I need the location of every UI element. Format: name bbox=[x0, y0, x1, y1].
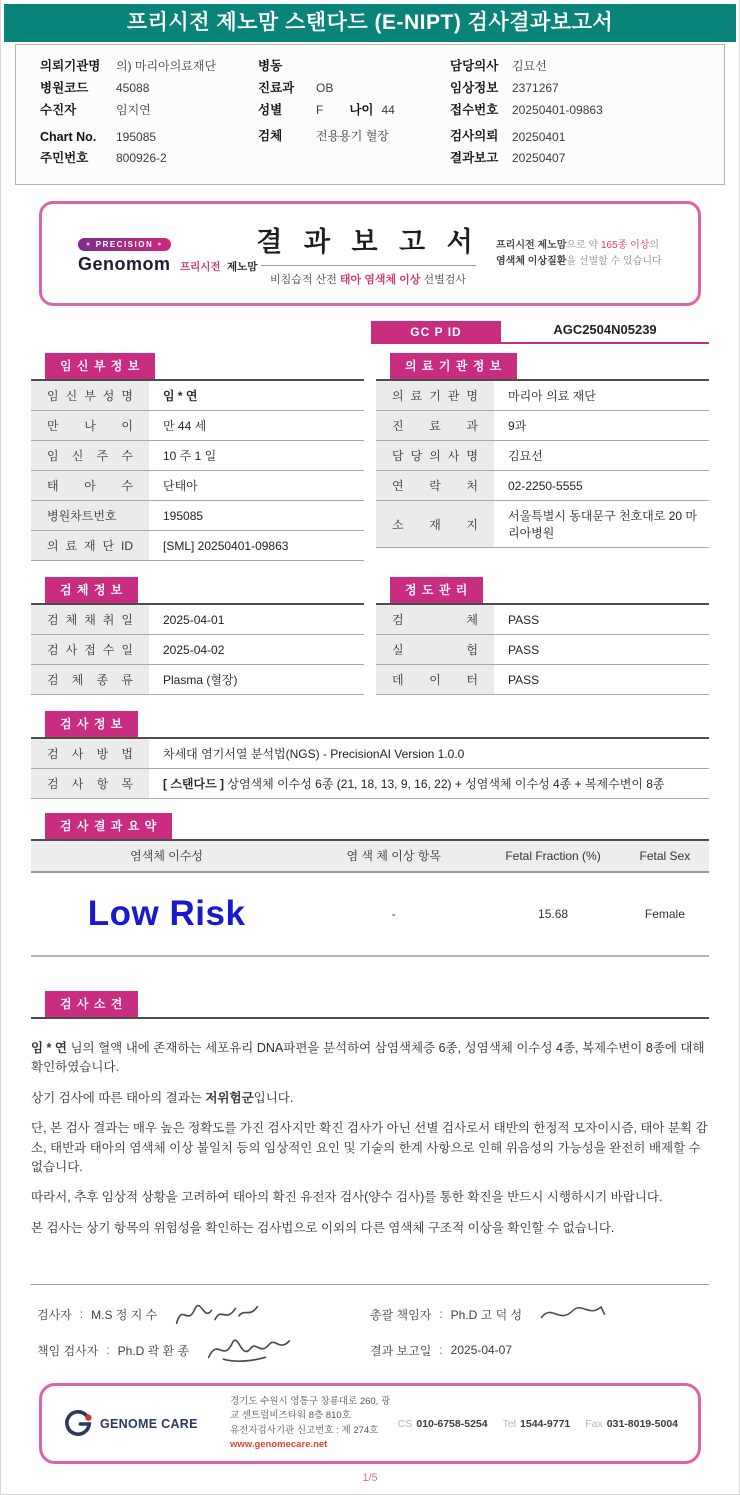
row-label: 진 료 과 bbox=[376, 411, 494, 441]
summary-header-row bbox=[31, 841, 709, 873]
field-row bbox=[450, 148, 714, 170]
promo-text-part: 의 bbox=[649, 240, 660, 251]
gcpid-row bbox=[31, 319, 709, 344]
field-label: 검체 bbox=[258, 129, 283, 143]
field-value: 45088 bbox=[116, 81, 150, 95]
qc-info-section bbox=[376, 577, 709, 695]
table-row bbox=[31, 665, 364, 695]
section-chip: 임 신 부 정 보 bbox=[45, 353, 155, 379]
field-value: F bbox=[316, 103, 324, 117]
table-row bbox=[31, 411, 364, 441]
table-row bbox=[31, 635, 364, 665]
field-row bbox=[258, 122, 450, 148]
table-row bbox=[31, 531, 364, 561]
field-row bbox=[450, 56, 714, 78]
fax-number: 031-8019-5004 bbox=[606, 1417, 678, 1430]
row-label: 임 신 주 수 bbox=[31, 441, 149, 471]
signature-name: M.S 정 지 수 bbox=[91, 1307, 158, 1322]
row-value: 2025-04-01 bbox=[149, 605, 364, 635]
signature-colon: : bbox=[79, 1307, 84, 1321]
patient-name-bold: 임 * 연 bbox=[31, 1041, 67, 1055]
field-value: 20250401 bbox=[512, 130, 566, 144]
page-number: 1/5 bbox=[362, 1472, 378, 1484]
row-value: PASS bbox=[494, 665, 709, 695]
table-row bbox=[376, 471, 709, 501]
registration-line: 유전자검사기관 신고번호 : 제 274호 bbox=[230, 1424, 379, 1436]
cs-number: 010-6758-5254 bbox=[416, 1417, 488, 1430]
row-label: 의 료 재 단 ID bbox=[31, 531, 149, 561]
row-label: 검 체 채 취 일 bbox=[31, 605, 149, 635]
signature-col-left bbox=[37, 1299, 370, 1365]
field-value: 임지연 bbox=[116, 103, 151, 117]
findings-paragraph: 따라서, 추후 임상적 상황을 고려하여 태아의 확진 유전자 검사(양수 검사)를 통한 확진을 반드시 시행하시기 바랍니다. bbox=[31, 1190, 663, 1205]
summary-col-header: Fetal Fraction (%) bbox=[505, 848, 601, 863]
row-value: 10 주 1 일 bbox=[149, 441, 364, 471]
patient-header-col2 bbox=[258, 56, 450, 170]
field-value: 전용용기 혈장 bbox=[316, 129, 389, 143]
section-header bbox=[31, 577, 364, 605]
pregnant-info-section bbox=[31, 353, 364, 561]
items-bold: [ 스탠다드 ] bbox=[163, 777, 225, 791]
row-value: 김묘선 bbox=[494, 441, 709, 471]
row-value: 단태아 bbox=[149, 471, 364, 501]
patient-header-box bbox=[15, 44, 725, 185]
field-value: 195085 bbox=[116, 130, 157, 144]
summary-col-header: 염 색 체 이상 항목 bbox=[346, 849, 441, 863]
table-row bbox=[376, 665, 709, 695]
row-label: 태 아 수 bbox=[31, 471, 149, 501]
section-chip: 검 사 정 보 bbox=[45, 711, 138, 737]
fetal-sex: Female bbox=[644, 907, 685, 921]
promo-text-part: 으로 약 bbox=[566, 240, 601, 251]
row-value: PASS bbox=[494, 635, 709, 665]
field-label: 의뢰기관명 bbox=[40, 59, 101, 73]
precision-badge bbox=[78, 238, 171, 251]
field-label: 담당의사 bbox=[450, 59, 499, 73]
footer-box bbox=[39, 1383, 701, 1464]
specimen-qc-row bbox=[31, 577, 709, 695]
section-chip: 정 도 관 리 bbox=[390, 577, 483, 603]
tel-contact bbox=[503, 1418, 571, 1430]
tel-label: Tel bbox=[502, 1417, 517, 1430]
row-label: 임 신 부 성 명 bbox=[31, 381, 149, 411]
field-row bbox=[40, 122, 258, 148]
paragraph-text: 입니다. bbox=[253, 1090, 294, 1105]
genomom-logo bbox=[62, 233, 258, 275]
info-tables-row bbox=[31, 353, 709, 561]
fetal-fraction: 15.68 bbox=[538, 907, 569, 921]
row-label: 담 당 의 사 명 bbox=[376, 441, 494, 471]
report-title-banner bbox=[4, 4, 736, 42]
row-label: 병원차트번호 bbox=[31, 501, 149, 531]
brand-kr-accent: 프리시전 bbox=[179, 260, 221, 273]
field-value: OB bbox=[316, 81, 334, 95]
chief-signature-icon bbox=[205, 1335, 293, 1365]
section-header bbox=[376, 577, 709, 605]
row-label: 만 나 이 bbox=[31, 411, 149, 441]
promo-text-part: 을 선별할 수 있습니다 bbox=[566, 255, 662, 267]
gcpid-label: GC P ID bbox=[371, 321, 501, 344]
cs-contact bbox=[398, 1418, 488, 1430]
subtitle-text: 선별검사 bbox=[420, 274, 466, 286]
field-value: 20250407 bbox=[512, 151, 566, 165]
genomecare-logo bbox=[62, 1408, 230, 1440]
row-value: 임 * 연 bbox=[149, 381, 364, 411]
badge-dot-icon: ● bbox=[86, 240, 92, 248]
row-label: 데 이 터 bbox=[376, 665, 494, 695]
chief-examiner-line bbox=[37, 1335, 370, 1365]
row-value: 서울특별시 동대문구 천호대로 20 마리아병원 bbox=[494, 501, 709, 548]
risk-value: Low Risk bbox=[87, 894, 246, 933]
contact-block bbox=[398, 1418, 678, 1430]
gcpid-value: AGC2504N05239 bbox=[501, 319, 709, 344]
field-value: 2371267 bbox=[512, 81, 559, 95]
section-header bbox=[31, 353, 364, 381]
signature-colon: : bbox=[439, 1343, 443, 1357]
signature-label: 총괄 책임자 bbox=[370, 1307, 432, 1322]
findings-section bbox=[31, 991, 709, 1238]
promo-accent: 165종 이상 bbox=[600, 240, 650, 251]
examiner-signature-icon bbox=[173, 1299, 261, 1329]
table-row bbox=[376, 605, 709, 635]
row-label: 실 험 bbox=[376, 635, 494, 665]
title-divider bbox=[261, 265, 476, 266]
field-row bbox=[40, 100, 258, 122]
institution-info-section bbox=[376, 353, 709, 561]
findings-paragraph bbox=[31, 1039, 709, 1078]
field-label: 접수번호 bbox=[450, 103, 499, 117]
table-row bbox=[376, 441, 709, 471]
signature-colon: : bbox=[106, 1343, 110, 1357]
company-name: GENOME CARE bbox=[100, 1416, 198, 1431]
report-date-value: 2025-04-07 bbox=[450, 1343, 513, 1357]
table-row bbox=[31, 381, 364, 411]
specimen-info-section bbox=[31, 577, 364, 695]
row-label: 의 료 기 관 명 bbox=[376, 381, 494, 411]
promo-bold: 염색체 이상질환 bbox=[496, 255, 567, 267]
table-row bbox=[31, 441, 364, 471]
report-body bbox=[1, 201, 739, 1494]
report-title: 프리시전 제노맘 스탠다드 (E-NIPT) 검사결과보고서 bbox=[126, 11, 614, 34]
website-link[interactable]: www.genomecare.net bbox=[230, 1438, 328, 1450]
row-value: 9과 bbox=[494, 411, 709, 441]
field-label: 주민번호 bbox=[40, 151, 89, 165]
report-title-block bbox=[240, 220, 496, 287]
risk-group-bold: 저위험군 bbox=[205, 1090, 254, 1105]
field-row bbox=[40, 78, 258, 100]
director-line bbox=[370, 1299, 703, 1329]
row-value: 2025-04-02 bbox=[149, 635, 364, 665]
field-label: 병동 bbox=[258, 59, 283, 73]
report-main-title: 결 과 보 고 서 bbox=[256, 227, 480, 257]
field-value: 김묘선 bbox=[512, 59, 547, 73]
fax-label: Fax bbox=[585, 1417, 603, 1430]
summary-col-header: Fetal Sex bbox=[639, 848, 691, 863]
row-label: 검 사 항 목 bbox=[31, 769, 149, 799]
badge-dot-icon: ● bbox=[157, 240, 163, 248]
section-header bbox=[376, 353, 709, 381]
promo-bold: 프리시전 제노맘 bbox=[496, 240, 567, 251]
director-signature-icon bbox=[538, 1301, 608, 1327]
table-row bbox=[31, 739, 709, 769]
summary-col-header: 염색체 이수성 bbox=[130, 849, 204, 863]
brand-name: Genomom bbox=[78, 253, 171, 274]
row-label: 연 락 처 bbox=[376, 471, 494, 501]
paragraph-text: 상기 검사에 따른 태아의 결과는 bbox=[31, 1090, 206, 1105]
signature-colon: : bbox=[439, 1307, 443, 1321]
subtitle-text: 비침습적 산전 bbox=[270, 274, 340, 286]
section-chip: 검 사 결 과 요 약 bbox=[45, 813, 172, 839]
row-label: 검 사 방 법 bbox=[31, 739, 149, 769]
row-value: 195085 bbox=[149, 501, 364, 531]
findings-text bbox=[31, 1039, 709, 1238]
row-value: 02-2250-5555 bbox=[494, 471, 709, 501]
section-header bbox=[31, 813, 709, 841]
findings-paragraph: 단, 본 검사 결과는 매우 높은 정확도를 가진 검사지만 확진 검사가 아닌 선별 검사로서 태반의 한정적 모자이시즘, 태아 분획 감소, 태반과 태아의 염색체 이상 불일치 등의 임상적인 요인 및 기술의 한계 사항으로 인해 위음성의 가능성을 완전히 배제할 수 없습니다. bbox=[31, 1121, 708, 1174]
row-value: Plasma (혈장) bbox=[149, 665, 364, 695]
address-line: 경기도 수원시 영통구 창룡대로 260, 광교 센트럴비즈타워 8층 810호 bbox=[230, 1396, 391, 1422]
row-label: 검 사 접 수 일 bbox=[31, 635, 149, 665]
row-label: 소 재 지 bbox=[376, 501, 494, 548]
field-value: 20250401-09863 bbox=[512, 103, 603, 117]
table-row bbox=[376, 501, 709, 548]
field-label: 나이 bbox=[349, 103, 374, 117]
findings-paragraph bbox=[31, 1089, 709, 1108]
field-row bbox=[450, 122, 714, 148]
signature-label: 책임 검사자 bbox=[37, 1343, 99, 1358]
field-row bbox=[450, 100, 714, 122]
row-value: 만 44 세 bbox=[149, 411, 364, 441]
subtitle-accent: 태아 염색체 이상 bbox=[339, 274, 421, 286]
qc-info-table bbox=[376, 605, 709, 695]
row-label: 검 체 종 류 bbox=[31, 665, 149, 695]
abnormal-item: - bbox=[391, 907, 396, 921]
field-label: 임상정보 bbox=[450, 81, 499, 95]
summary-section bbox=[31, 813, 709, 957]
table-row bbox=[376, 411, 709, 441]
brand-kr: 제노맘 bbox=[227, 260, 258, 273]
patient-header-col3 bbox=[450, 56, 714, 170]
field-row bbox=[40, 148, 258, 170]
field-label: 검사의뢰 bbox=[450, 129, 499, 143]
field-row bbox=[258, 56, 450, 78]
table-row bbox=[31, 471, 364, 501]
badge-label: PRECISION bbox=[95, 239, 154, 249]
field-label: 결과보고 bbox=[450, 151, 499, 165]
genomecare-logo-icon bbox=[62, 1408, 94, 1440]
test-info-table bbox=[31, 739, 709, 799]
table-row bbox=[376, 635, 709, 665]
row-value: PASS bbox=[494, 605, 709, 635]
fax-contact bbox=[585, 1418, 678, 1430]
report-date-label: 결과 보고일 bbox=[370, 1343, 432, 1358]
patient-header-col1 bbox=[40, 56, 258, 170]
signature-col-right bbox=[370, 1299, 703, 1365]
section-chip: 의 료 기 관 정 보 bbox=[390, 353, 517, 379]
promo-text bbox=[496, 238, 678, 269]
table-row bbox=[31, 769, 709, 799]
field-row bbox=[450, 78, 714, 100]
findings-paragraph: 본 검사는 상기 항목의 위험성을 확인하는 검사법으로 이외의 다른 염색체 구조적 이상을 확인할 수 없습니다. bbox=[31, 1220, 615, 1235]
section-chip: 검 체 정 보 bbox=[45, 577, 138, 603]
address-block bbox=[230, 1395, 398, 1452]
signature-area bbox=[31, 1284, 709, 1369]
row-value: 차세대 염기서열 분석법(NGS) - PrecisionAI Version 1.0.0 bbox=[149, 739, 709, 769]
risk-result bbox=[31, 894, 302, 934]
signature-name: Ph.D 고 덕 성 bbox=[450, 1307, 523, 1322]
section-header bbox=[31, 711, 709, 739]
signature-label: 검사자 bbox=[37, 1307, 72, 1322]
paragraph-text: 님의 혈액 내에 존재하는 세포유리 DNA파편을 분석하여 삼염색체증 6종, 성염색체 이수성 4종, 복제수변이 8종에 대해 확인하였습니다. bbox=[31, 1041, 705, 1075]
summary-data-row bbox=[31, 873, 709, 957]
field-row bbox=[258, 78, 450, 100]
field-row bbox=[40, 56, 258, 78]
report-subtitle bbox=[240, 271, 496, 287]
table-row bbox=[376, 381, 709, 411]
field-label: 성별 bbox=[258, 103, 283, 117]
field-row bbox=[258, 100, 450, 122]
field-label: Chart No. bbox=[40, 130, 97, 144]
row-label: 검 체 bbox=[376, 605, 494, 635]
pregnant-info-table bbox=[31, 381, 364, 561]
institution-info-table bbox=[376, 381, 709, 548]
signature-name: Ph.D 곽 환 종 bbox=[117, 1343, 190, 1358]
brand-line bbox=[78, 253, 258, 275]
field-label: 수진자 bbox=[40, 103, 77, 117]
section-header bbox=[31, 991, 709, 1019]
cs-label: CS bbox=[397, 1417, 413, 1430]
section-chip: 검 사 소 견 bbox=[45, 991, 138, 1017]
items-rest: 상염색체 이수성 6종 (21, 18, 13, 9, 16, 22) + 성염색체 이수성 4종 + 복제수변이 8종 bbox=[224, 777, 665, 791]
row-value: 마리아 의료 재단 bbox=[494, 381, 709, 411]
field-label: 병원코드 bbox=[40, 81, 89, 95]
field-label: 진료과 bbox=[258, 81, 295, 95]
table-row bbox=[31, 501, 364, 531]
row-value bbox=[149, 769, 709, 799]
report-header-box bbox=[39, 201, 701, 306]
field-value: 800926-2 bbox=[116, 151, 167, 165]
examiner-line bbox=[37, 1299, 370, 1329]
report-date-line bbox=[370, 1335, 703, 1365]
row-value: [SML] 20250401-09863 bbox=[149, 531, 364, 561]
tel-number: 1544-9771 bbox=[520, 1417, 571, 1430]
table-row bbox=[31, 605, 364, 635]
field-value: 의) 마리아의료재단 bbox=[116, 59, 217, 73]
test-info-section bbox=[31, 711, 709, 799]
specimen-info-table bbox=[31, 605, 364, 695]
field-value: 44 bbox=[381, 103, 395, 117]
